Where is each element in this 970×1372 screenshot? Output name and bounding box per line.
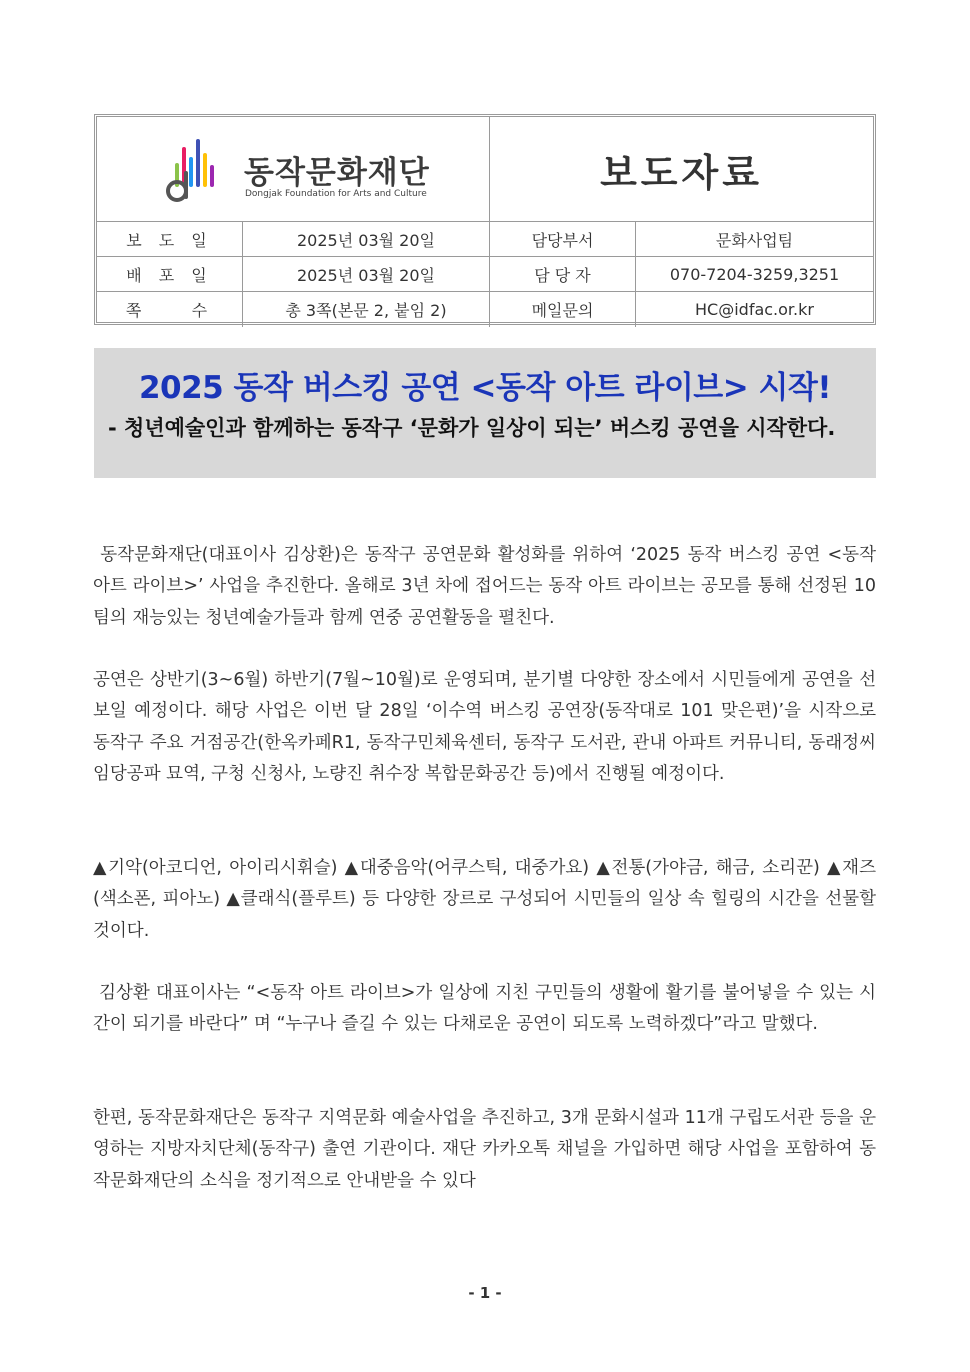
- info-label: 담 당 자: [490, 257, 636, 291]
- info-value: 총 3쪽(본문 2, 붙임 2): [243, 292, 490, 327]
- info-row: [97, 257, 873, 292]
- foundation-logo-icon: [165, 133, 219, 205]
- body-paragraph: 한편, 동작문화재단은 동작구 지역문화 예술사업을 추진하고, 3개 문화시설과 11개 구립도서관 등을 운영하는 지방자치단체(동작구) 출연 기관이다. 재단 카카오톡 채널을 가입하면 해당 사업을 포함하여 동작문화재단의 소식을 정기적으로 안내받을 수 있다: [93, 1108, 876, 1191]
- logo-subtitle: Dongjak Foundation for Arts and Culture: [245, 189, 427, 199]
- logo-cell: [97, 117, 490, 222]
- info-value: 070-7204-3259,3251: [669, 264, 840, 284]
- info-label: 보 도 일: [97, 222, 243, 256]
- press-header-table: [94, 114, 876, 325]
- info-value: 2025년 03월 20일: [243, 222, 490, 256]
- info-label: 쪽 수: [97, 292, 243, 327]
- page-number: - 1 -: [468, 1284, 502, 1302]
- info-value: 문화사업팀: [715, 230, 794, 250]
- info-label: 메일문의: [490, 292, 636, 327]
- subheadline: - 청년예술인과 함께하는 동작구 ‘문화가 일상이 되는’ 버스킹 공연을 시작한다.: [108, 416, 836, 440]
- body-paragraph: 동작문화재단(대표이사 김상환)은 동작구 공연문화 활성화를 위하여 ‘2025 동작 버스킹 공연 <동작 아트 라이브>’ 사업을 추진한다. 올해로 3년 차에 접어드는 동작 아트 라이브는 공모를 통해 선정된 10팀의 재능있는 청년예술가들과 함께 연중 공연활동을 펼친다.: [93, 545, 882, 628]
- email-value[interactable]: HC@idfac.or.kr: [695, 300, 814, 319]
- info-label: 배 포 일: [97, 257, 243, 291]
- doc-title: 보도자료: [600, 150, 763, 195]
- info-row: [97, 222, 873, 257]
- logo-name: 동작문화재단: [244, 155, 430, 191]
- info-value: 2025년 03월 20일: [243, 257, 490, 291]
- body-paragraph: ▲기악(아코디언, 아이리시휘슬) ▲대중음악(어쿠스틱, 대중가요) ▲전통(가야금, 해금, 소리꾼) ▲재즈(색소폰, 피아노) ▲클래식(플루트) 등 다양한 장르로 구성되어 시민들의 일상 속 힐링의 시간을 선물할 것이다.: [93, 858, 876, 941]
- info-label: 담당부서: [490, 222, 636, 256]
- info-row: [97, 292, 873, 327]
- doc-title-cell: [490, 117, 873, 222]
- body-paragraph: 김상환 대표이사는 “<동작 아트 라이브>가 일상에 지친 구민들의 생활에 활기를 불어넣을 수 있는 시간이 되기를 바란다” 며 “누구나 즐길 수 있는 다채로운 공연이 되도록 노력하겠다”라고 말했다.: [93, 983, 876, 1035]
- body-paragraph: 공연은 상반기(3~6월) 하반기(7월~10월)로 운영되며, 분기별 다양한 장소에서 시민들에게 공연을 선보일 예정이다. 해당 사업은 이번 달 28일 ‘이수역 버스킹 공연장(동작대로 101 맞은편)’을 시작으로 동작구 주요 거점공간(한옥카페R1, 동작구민체육센터, 동작구 도서관, 관내 아파트 커뮤니티, 동래정씨 임당공파 묘역, 구청 신청사, 노량진 취수장 복합문화공간 등)에서 진행될 예정이다.: [93, 670, 876, 784]
- headline: 2025 동작 버스킹 공연 <동작 아트 라이브> 시작!: [138, 370, 832, 406]
- headline-box: [94, 348, 876, 478]
